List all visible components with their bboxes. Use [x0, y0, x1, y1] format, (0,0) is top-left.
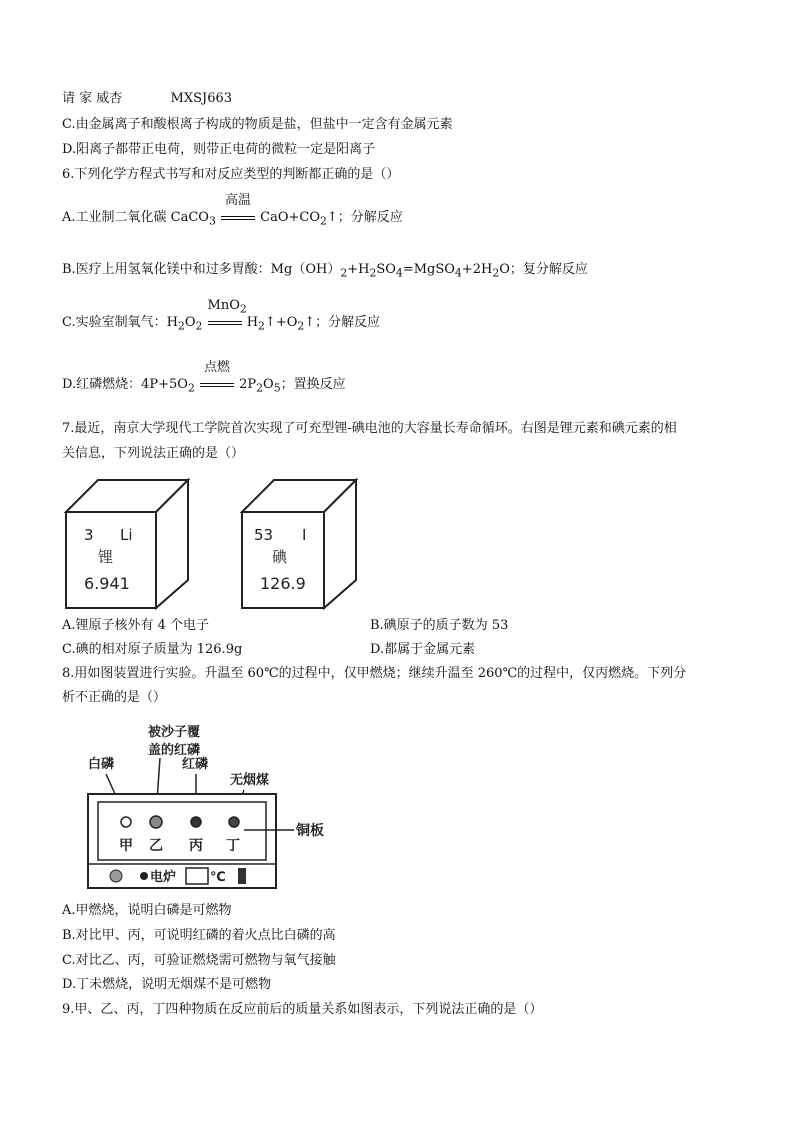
label-sand-p-line2: 盖的红磷	[148, 743, 201, 758]
q6-option-d: D.红磷燃烧：$4P+5O_2$ 点燃 $2P_2O_5$；置换反应	[62, 360, 346, 395]
q6-c-condition	[207, 298, 247, 332]
q6-c-o2: O	[184, 315, 196, 330]
q8-stem-line2: 析不正确的是（）	[62, 690, 167, 705]
q6-a-condition	[221, 193, 255, 227]
i-cube	[242, 480, 356, 608]
label-ding: 丁	[226, 838, 240, 854]
q7-option-a: A.锂原子核外有 4 个电子	[62, 618, 210, 633]
sand-covered-red-p-sample	[150, 816, 162, 828]
q6-d-p2: O	[263, 377, 274, 392]
q7-option-d: D.都属于金属元素	[370, 642, 476, 657]
q6-c-cond-text: MnO$_2$	[207, 298, 247, 316]
label-red-p: 红磷	[182, 757, 209, 772]
q8-option-b: B.对比甲、丙，可说明红磷的着火点比白磷的高	[62, 928, 336, 943]
li-symbol: Li	[120, 526, 133, 544]
q6-b-mid: +H	[347, 262, 370, 277]
q6-stem: 6.下列化学方程式书写和对反应类型的判断都正确的是（）	[62, 167, 400, 182]
stove-indicator-icon	[140, 872, 148, 880]
white-p-sample	[121, 817, 131, 827]
combustion-apparatus-figure	[84, 718, 384, 894]
q7-stem-line1: 7.最近，南京大学现代工学院首次实现了可充型锂-碘电池的大容量长寿命循环。右图是锂元素和碘元素的相	[62, 421, 677, 436]
label-jia: 甲	[119, 838, 133, 854]
label-white-p: 白磷	[88, 757, 115, 772]
q6-d-cond-text: 点燃	[203, 360, 230, 375]
q6-d-prefix: D.红磷燃烧：4P+5O	[62, 377, 188, 392]
q6-d-products: 2P	[239, 377, 257, 392]
q6-a-products: CaO+CO	[260, 210, 320, 225]
q7-stem-line2: 关信息，下列说法正确的是（）	[62, 446, 245, 461]
label-stove: 电炉	[150, 870, 177, 885]
header-line	[62, 90, 232, 108]
i-symbol: I	[302, 526, 307, 544]
q6-b-text: B.医疗上用氢氧化镁中和过多胃酸：Mg（OH）	[62, 262, 341, 277]
q6-d-condition	[200, 360, 234, 394]
q6-d-suffix: ；置换反应	[280, 377, 346, 392]
header-left: 请 家 威杏	[62, 91, 123, 106]
stove-knob-icon	[110, 870, 122, 882]
i-name: 碘	[272, 548, 288, 566]
q6-c-plus: ↑+O	[264, 315, 298, 330]
temperature-display	[186, 868, 208, 884]
q6-b-end: O；复分解反应	[499, 262, 588, 277]
label-celsius: ℃	[210, 870, 226, 885]
q7-option-c: C.碘的相对原子质量为 126.9g	[62, 642, 243, 657]
q6-b-mid3: =MgSO	[402, 262, 455, 277]
q6-option-a: A.工业制二氧化碳 CaCO$_3$ 高温 $CaO+CO_2↑$；分解反应	[62, 193, 403, 228]
li-cube	[66, 480, 188, 608]
li-number: 3	[84, 526, 94, 544]
q9-stem: 9.甲、乙、丙，丁四种物质在反应前后的质量关系如图表示，下列说法正确的是（）	[62, 1002, 543, 1017]
q6-b-mid2: SO	[376, 262, 396, 277]
q6-option-c: C.实验室制氧气：$H_2O_2$ MnO$_2$ $H_2↑+O_2↑$；分解反应	[62, 298, 381, 333]
q6-c-prefix: C.实验室制氧气：H	[62, 315, 178, 330]
q8-option-a: A.甲燃烧，说明白磷是可燃物	[62, 903, 232, 918]
q6-option-b: B.医疗上用氢氧化镁中和过多胃酸：$Mg(OH)_2+H_2SO_4=MgSO_4+2H_2O$；复分解反应	[62, 262, 588, 280]
q6-a-suffix: ↑；分解反应	[326, 210, 403, 225]
q6-c-suffix: ↑；分解反应	[304, 315, 381, 330]
header-code: MXSJ663	[170, 91, 233, 106]
q8-stem-line1: 8.用如图装置进行实验。升温至 60℃的过程中，仅甲燃烧；继续升温至 260℃的过程中，仅丙燃烧。下列分	[62, 666, 687, 681]
q8-option-c: C.对比乙、丙，可验证燃烧需可燃物与氧气接触	[62, 953, 336, 968]
coal-sample	[229, 817, 239, 827]
q7-option-b: B.碘原子的质子数为 53	[370, 618, 509, 633]
li-mass: 6.941	[84, 574, 130, 593]
label-copper-plate: 铜板	[296, 823, 324, 839]
q5-option-c: C.由金属离子和酸根离子构成的物质是盐，但盐中一定含有金属元素	[62, 117, 453, 132]
q5-option-d: D.阳离子都带正电荷，则带正电荷的微粒一定是阳离子	[62, 142, 376, 157]
q6-a-cond-text: 高温	[224, 193, 251, 208]
q6-a-prefix: A.工业制二氧化碳 CaCO	[62, 210, 209, 225]
li-name: 锂	[98, 548, 114, 566]
label-bing: 丙	[189, 838, 203, 854]
red-p-sample	[191, 817, 201, 827]
stove-switch-icon	[238, 868, 246, 884]
label-sand-p-line1: 被沙子覆	[148, 725, 201, 740]
q6-b-mid4: +2H	[461, 262, 493, 277]
q8-option-d: D.丁未燃烧，说明无烟煤不是可燃物	[62, 977, 272, 992]
label-coal: 无烟煤	[230, 773, 270, 788]
i-number: 53	[254, 526, 274, 544]
q6-c-products: H	[246, 315, 259, 330]
i-mass: 126.9	[260, 574, 306, 593]
label-yi: 乙	[149, 838, 163, 854]
element-cubes-figure	[62, 476, 422, 612]
